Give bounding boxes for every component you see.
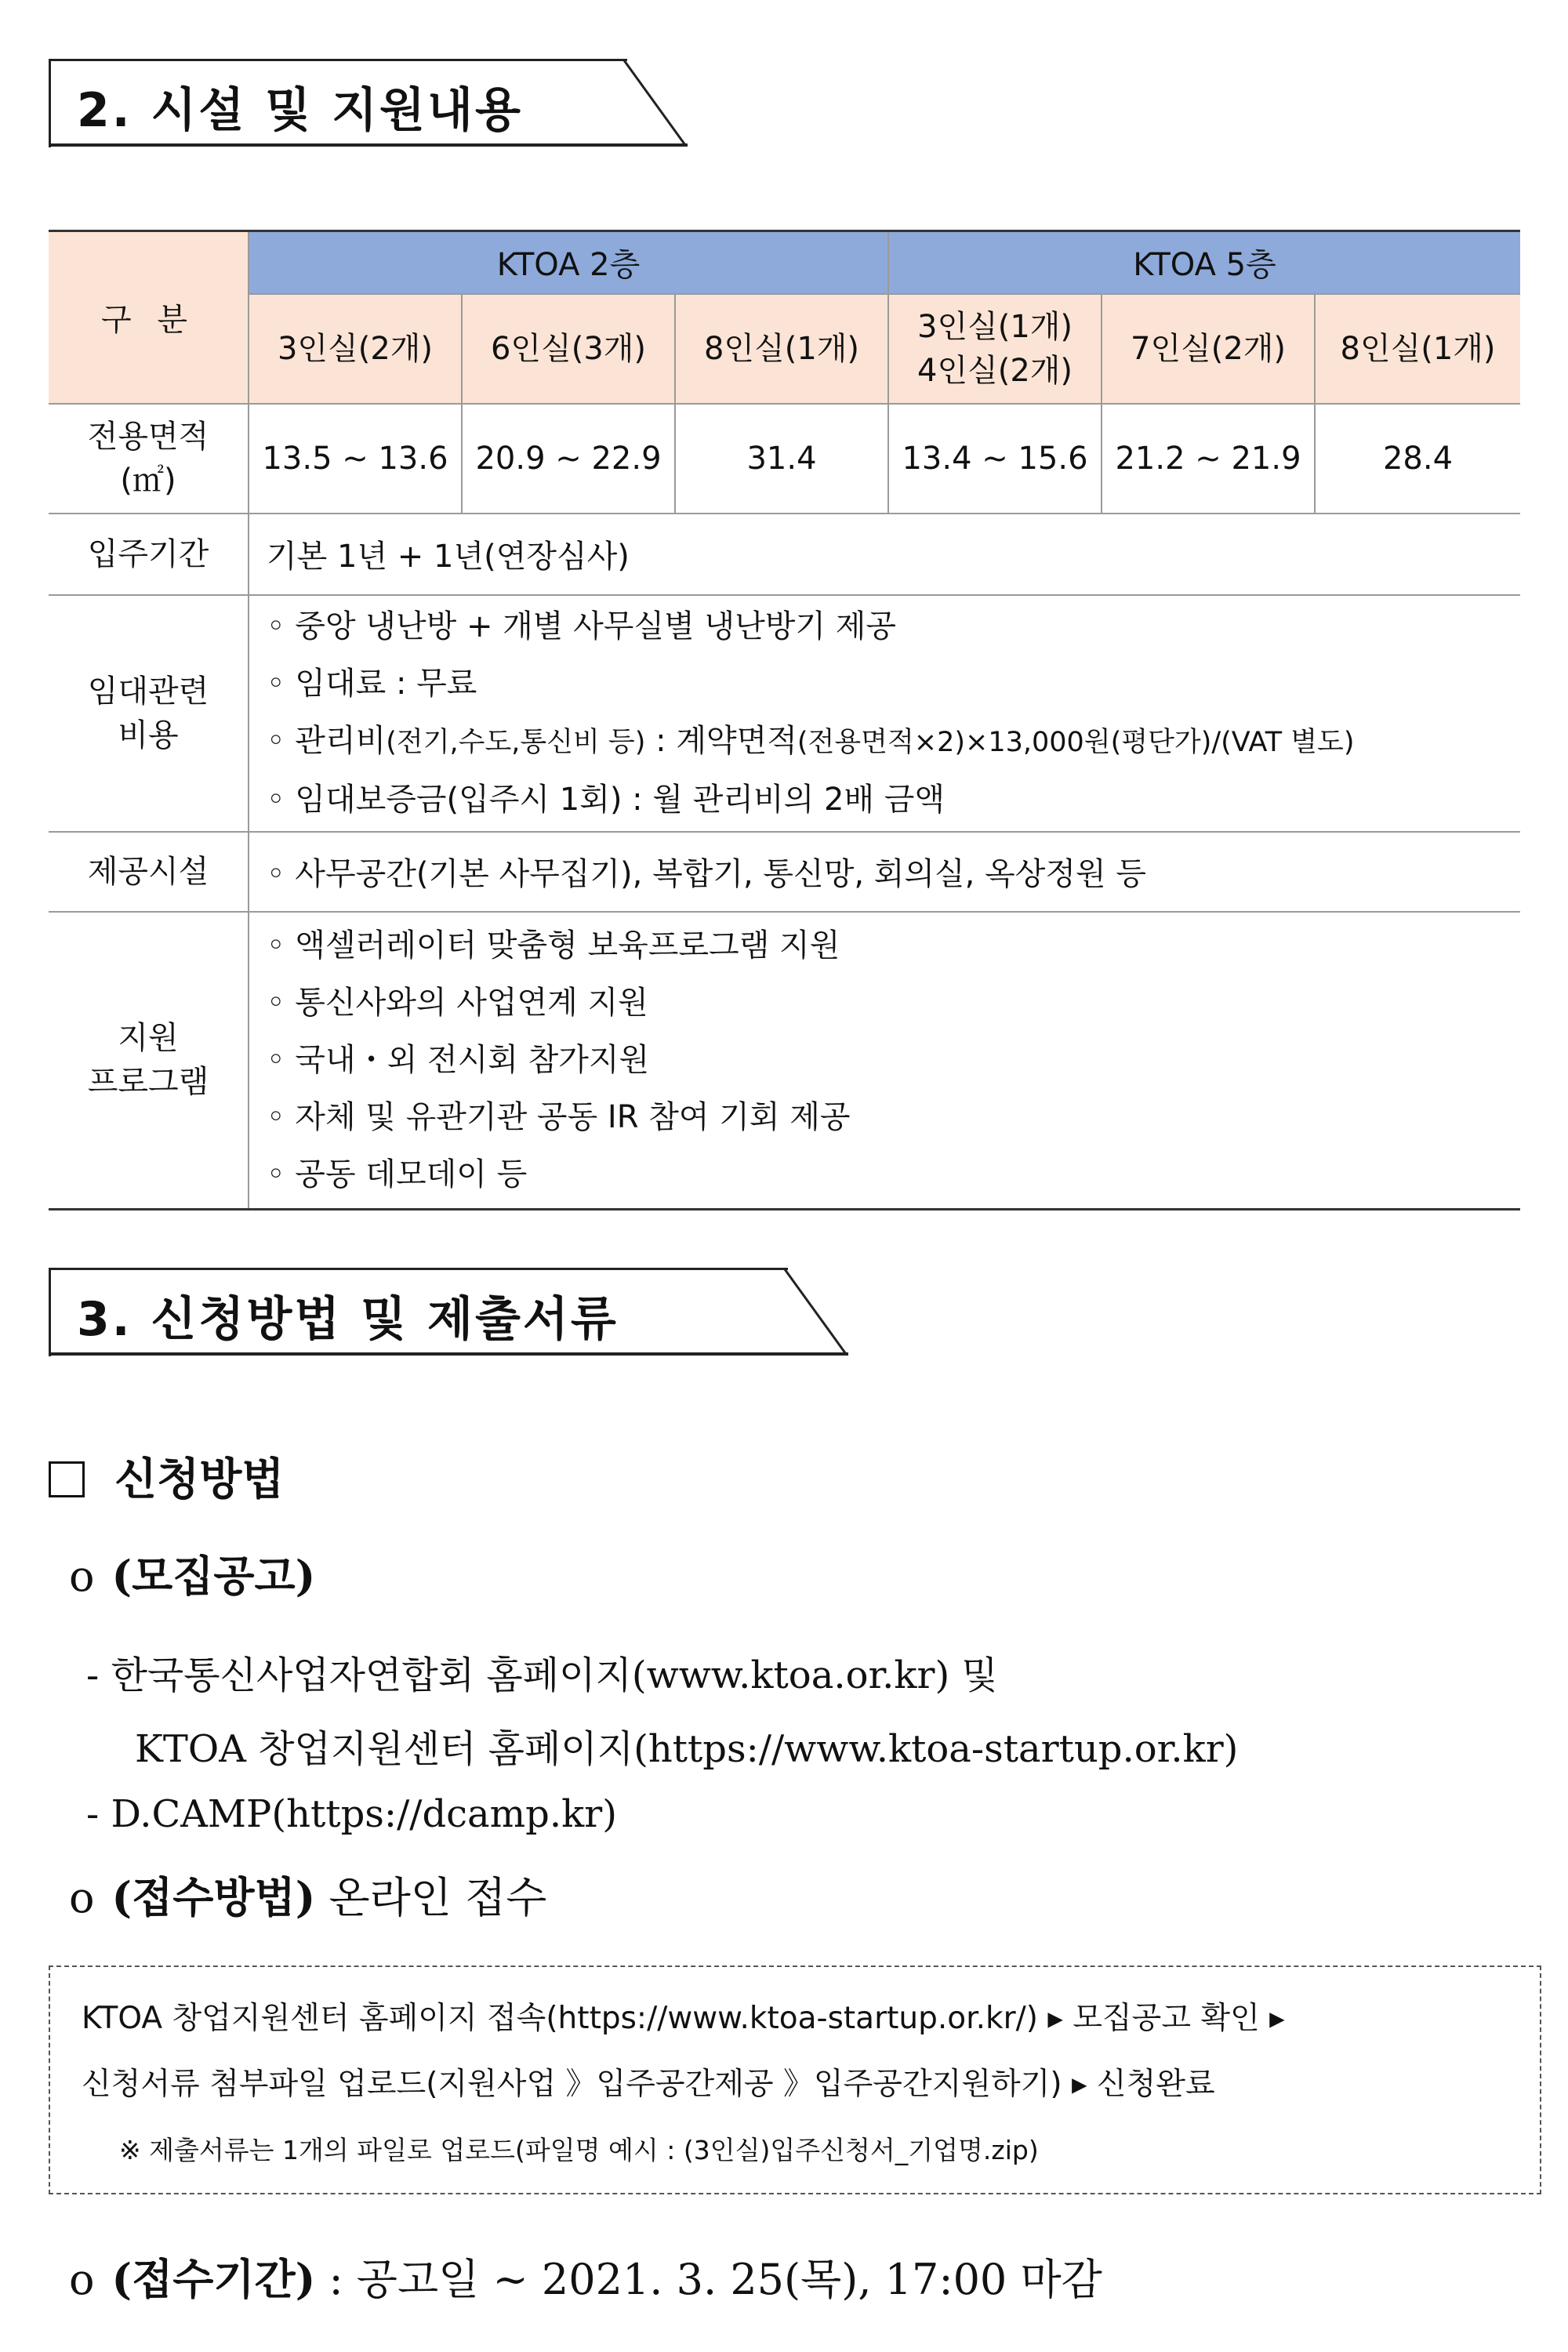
area-label (49, 404, 249, 514)
receipt-value: 온라인 접수 (328, 1873, 547, 1922)
facility-table (49, 230, 1520, 1210)
area-value: 28.4 (1315, 404, 1520, 514)
cost-item-note: (전기,수도,통신비 등) (386, 726, 646, 758)
room-header-line: 4인실(2개) (917, 352, 1073, 389)
cost-item-text: ◦ 관리비 (267, 722, 387, 759)
circle-bullet: o (69, 1873, 95, 1922)
method-title-text: 신청방법 (114, 1454, 285, 1505)
program-item: ◦ 공동 데모데이 등 (267, 1156, 528, 1192)
recruit-heading (69, 1543, 315, 1603)
cost-item-text: : 계약면적 (645, 722, 797, 759)
area-value: 21.2 ~ 21.9 (1102, 404, 1315, 514)
room-header: 6인실(3개) (462, 294, 675, 404)
program-label (49, 912, 249, 1210)
section3-title: 3. 신청방법 및 제출서류 (77, 1292, 619, 1347)
floor-header-5f: KTOA 5층 (888, 231, 1520, 294)
area-value: 13.4 ~ 15.6 (888, 404, 1102, 514)
cost-item: ◦ 중앙 냉난방 + 개별 사무실별 냉난방기 제공 (267, 608, 896, 644)
period-value: 기본 1년 + 1년(연장심사) (249, 514, 1520, 595)
section2-title: 2. 시설 및 지원내용 (77, 83, 523, 138)
circle-bullet: o (69, 2255, 95, 2304)
cost-item-note: (전용면적×2)×13,000원(평단가)/(VAT 별도) (797, 726, 1355, 758)
facility-label: 제공시설 (49, 832, 249, 912)
room-header: 3인실(2개) (249, 294, 462, 404)
header-slant-decoration (622, 59, 693, 147)
floor-header-2f: KTOA 2층 (249, 231, 888, 294)
room-header: 8인실(1개) (1315, 294, 1520, 404)
receipt-period-value: : 공고일 ~ 2021. 3. 25(목), 17:00 마감 (328, 2255, 1102, 2304)
header-slant-decoration (783, 1268, 854, 1356)
cost-item: ◦ 임대료 : 무료 (267, 665, 477, 702)
area-label-line: 전용면적 (87, 418, 209, 455)
room-header (888, 294, 1102, 404)
category-header: 구 분 (49, 231, 249, 404)
program-items (249, 912, 1520, 1210)
room-header: 7인실(2개) (1102, 294, 1315, 404)
facility-value: ◦ 사무공간(기본 사무집기), 복합기, 통신망, 회의실, 옥상정원 등 (249, 832, 1520, 912)
cost-items (249, 595, 1520, 832)
period-heading (69, 2246, 1102, 2307)
area-value: 13.5 ~ 13.6 (249, 404, 462, 514)
cost-item (267, 713, 1520, 771)
section2-underline (49, 143, 688, 147)
cost-label (49, 595, 249, 832)
program-label-line: 프로그램 (87, 1064, 209, 1101)
recruit-line: - D.CAMP(https://dcamp.kr) (86, 1792, 617, 1836)
section2-header (49, 59, 688, 147)
steps-note: ※ 제출서류는 1개의 파일로 업로드(파일명 예시 : (3인실)입주신청서_기업명.zip) (119, 2135, 1039, 2165)
program-item: ◦ 통신사와의 사업연계 지원 (267, 984, 648, 1021)
program-item: ◦ 국내・외 전시회 참가지원 (267, 1041, 650, 1078)
steps-line: 신청서류 첨부파일 업로드(지원사업 》입주공간제공 》입주공간지원하기) ▸ 신청완료 (82, 2067, 1215, 2102)
area-label-unit: (㎡) (120, 462, 176, 499)
receipt-title: (접수방법) (111, 1872, 316, 1922)
cost-item: ◦ 임대보증금(입주시 1회) : 월 관리비의 2배 금액 (267, 781, 946, 818)
recruit-line: KTOA 창업지원센터 홈페이지(https://www.ktoa-startup.or.kr) (135, 1727, 1239, 1771)
recruit-line: - 한국통신사업자연합회 홈페이지(www.ktoa.or.kr) 및 (86, 1653, 998, 1697)
cost-label-line: 비용 (118, 717, 179, 753)
cost-label-line: 임대관련 (87, 673, 209, 710)
recruit-title: (모집공고) (111, 1551, 316, 1601)
period-label: 입주기간 (49, 514, 249, 595)
room-header-line: 3인실(1개) (917, 308, 1073, 345)
program-item: ◦ 자체 및 유관기관 공동 IR 참여 기회 제공 (267, 1098, 851, 1135)
circle-bullet: o (69, 1552, 95, 1601)
checkbox-square-icon (49, 1461, 85, 1497)
method-title (49, 1445, 284, 1508)
program-item: ◦ 액셀러레이터 맞춤형 보육프로그램 지원 (267, 927, 840, 964)
program-label-line: 지원 (118, 1020, 179, 1057)
application-steps-box (49, 1965, 1541, 2194)
steps-line: KTOA 창업지원센터 홈페이지 접속(https://www.ktoa-startup.or.kr/) ▸ 모집공고 확인 ▸ (82, 2001, 1285, 2036)
receipt-heading (69, 1864, 546, 1925)
receipt-period-title: (접수기간) (111, 2254, 316, 2304)
section3-header (49, 1268, 848, 1356)
area-value: 20.9 ~ 22.9 (462, 404, 675, 514)
room-header: 8인실(1개) (675, 294, 888, 404)
area-value: 31.4 (675, 404, 888, 514)
section3-underline (49, 1352, 848, 1356)
